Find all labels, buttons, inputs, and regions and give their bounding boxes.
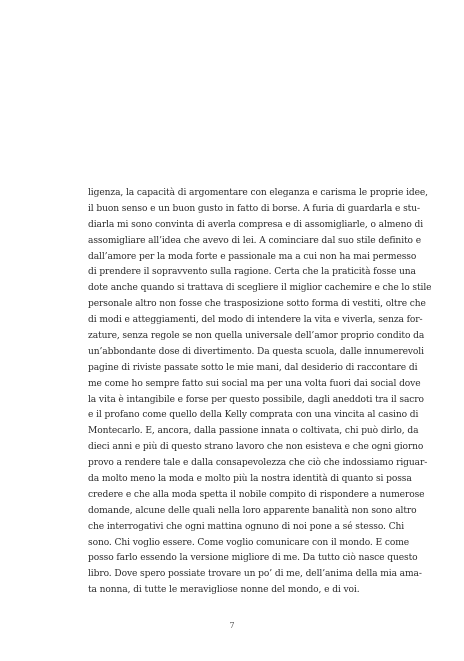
text-line-5: dall’amore per la moda forte e passionale ma a cui non ha mai permesso xyxy=(88,251,417,262)
text-line-2: il buon senso e un buon gusto in fatto di borse. A furia di guardarla e stu- xyxy=(88,203,420,214)
text-line-17: dieci anni e più di questo strano lavoro che non esisteva e che ogni giorno xyxy=(88,442,424,453)
text-line-12: pagine di riviste passate sotto le mie mani, dal desiderio di raccontare di xyxy=(88,362,418,373)
text-line-18: provo a rendere tale e dalla consapevolezza che ciò che indossiamo riguar- xyxy=(88,458,428,469)
text-line-13: me come ho sempre fatto sui social ma per una volta fuori dai social dove xyxy=(88,378,421,389)
text-line-10: zature, senza regole se non quella universale dell’amor proprio condito da xyxy=(88,331,425,342)
text-line-26: ta nonna, di tutte le meravigliose nonne del mondo, e di voi. xyxy=(88,585,360,596)
text-line-11: un’abbondante dose di divertimento. Da questa scuola, dalle innumerevoli xyxy=(88,346,424,357)
text-line-14: la vita è intangibile e forse per questo possibile, dagli aneddoti tra il sacro xyxy=(88,394,424,405)
text-line-21: domande, alcune delle quali nella loro apparente banalità non sono altro xyxy=(88,505,417,516)
text-line-23: sono. Chi voglio essere. Come voglio comunicare con il mondo. E come xyxy=(88,537,410,548)
body-text xyxy=(88,186,432,599)
text-line-3: diarla mi sono convinta di averla compresa e di assomigliarle, o almeno di xyxy=(88,219,424,230)
text-line-7: dote anche quando si trattava di scegliere il miglior cachemire e che lo stile xyxy=(88,283,432,294)
text-line-8: personale altro non fosse che trasposizione sotto forma di vestiti, oltre che xyxy=(88,299,426,310)
text-line-9: di modi e atteggiamenti, del modo di intendere la vita e viverla, senza for- xyxy=(88,315,423,326)
text-line-1: ligenza, la capacità di argomentare con eleganza e carisma le proprie idee, xyxy=(88,188,428,198)
text-line-4: assomigliare all’idea che avevo di lei. A cominciare dal suo stile definito e xyxy=(88,235,422,246)
text-line-20: credere e che alla moda spetta il nobile compito di rispondere a numerose xyxy=(88,489,425,500)
text-line-25: libro. Dove spero possiate trovare un po’ di me, dell’anima della mia ama- xyxy=(88,569,422,580)
text-line-16: Montecarlo. E, ancora, dalla passione innata o coltivata, chi può dirlo, da xyxy=(88,426,419,437)
text-line-15: e il profano come quello della Kelly comprata con una vincita al casino di xyxy=(88,410,419,421)
page-number: 7 xyxy=(229,621,235,630)
text-line-19: da molto meno la moda e molto più la nostra identità di quanto si possa xyxy=(88,474,412,485)
text-line-6: di prendere il sopravvento sulla ragione. Certa che la praticità fosse una xyxy=(88,267,416,278)
text-line-22: che interrogativi che ogni mattina ognuno di noi pone a sé stesso. Chi xyxy=(88,521,405,532)
text-line-24: posso farlo essendo la versione migliore di me. Da tutto ciò nasce questo xyxy=(88,553,418,564)
